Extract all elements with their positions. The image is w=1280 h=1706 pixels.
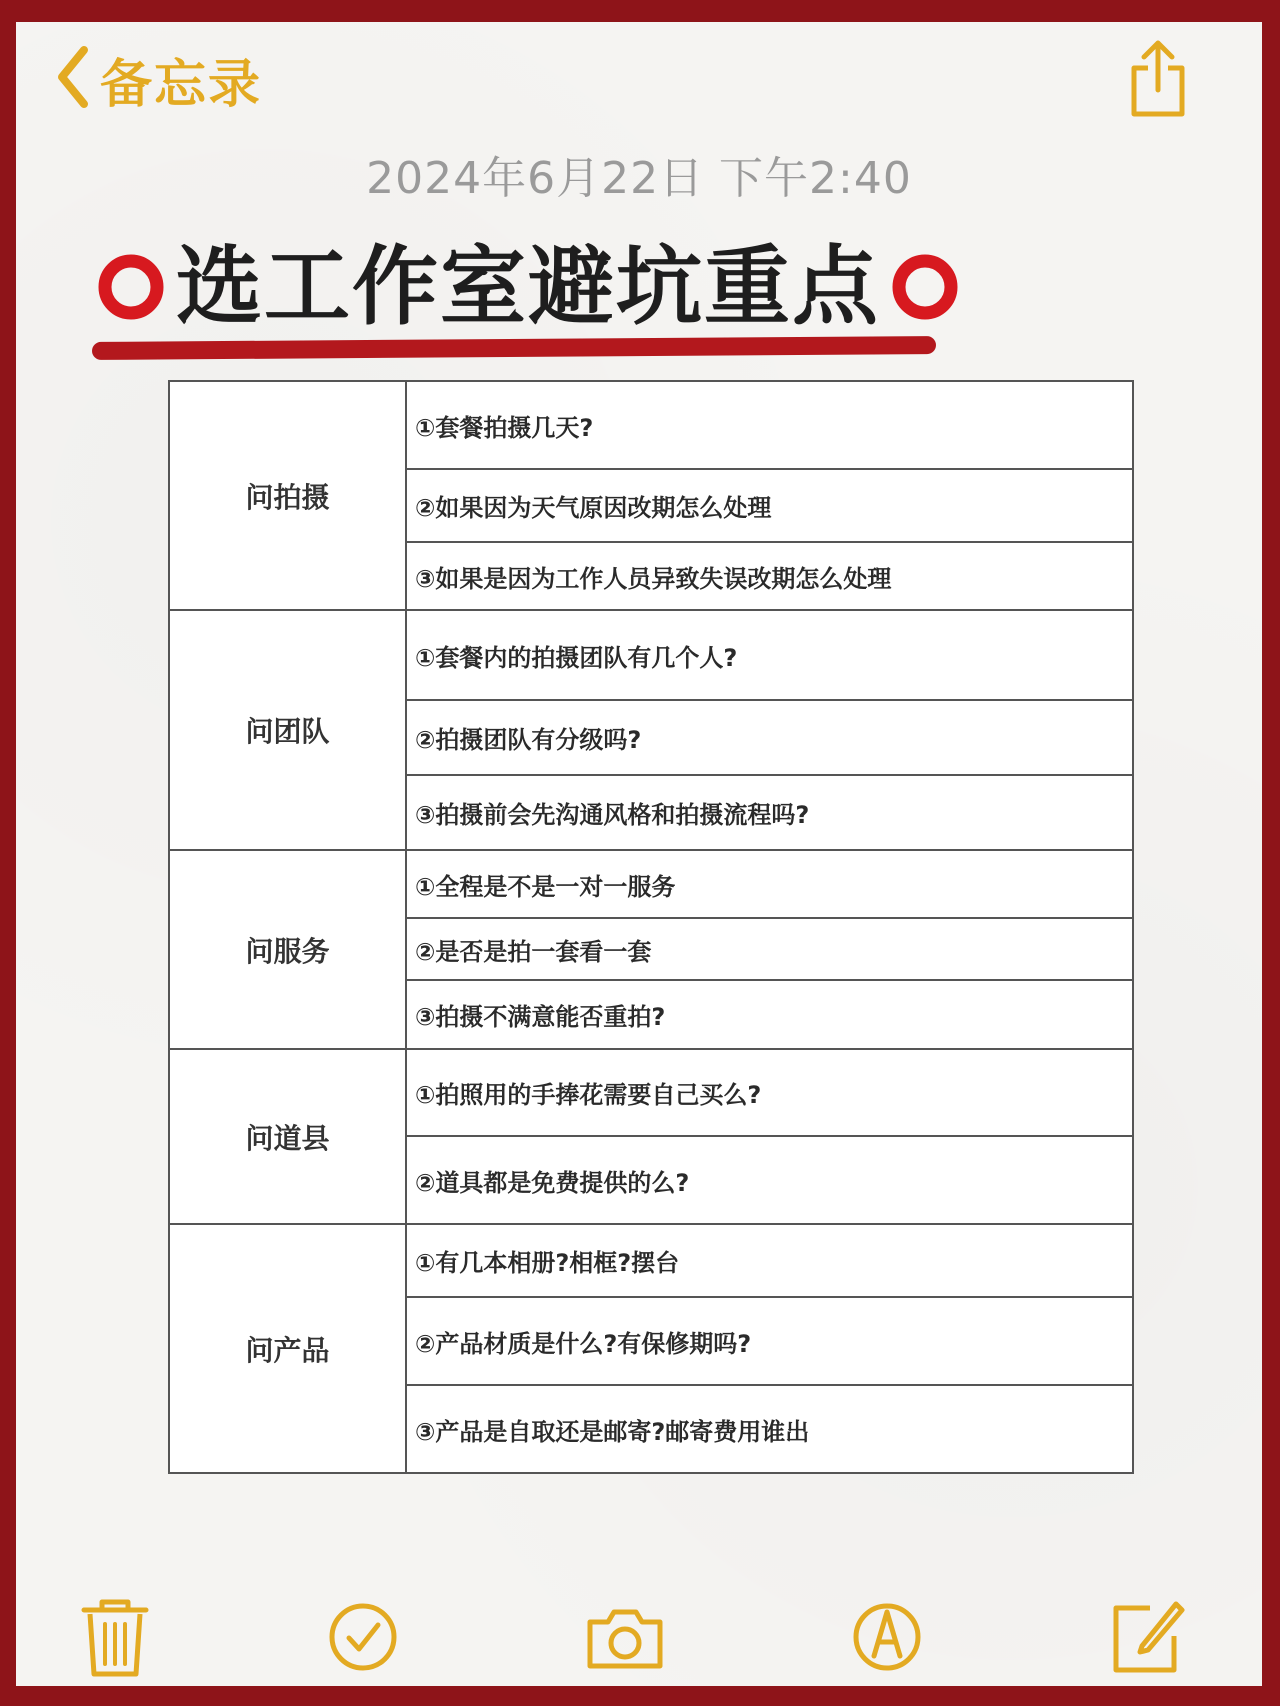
question-cell: ②如果因为天气原因改期怎么处理	[406, 469, 1133, 542]
question-cell: ③产品是自取还是邮寄?邮寄费用谁出	[406, 1385, 1133, 1473]
category-cell: 问服务	[169, 850, 406, 1049]
question-cell: ②产品材质是什么?有保修期吗?	[406, 1297, 1133, 1385]
checklist-button[interactable]	[318, 1592, 408, 1682]
camera-icon	[580, 1592, 670, 1682]
delete-button[interactable]	[70, 1592, 160, 1682]
checkmark-circle-icon	[318, 1592, 408, 1682]
compose-button[interactable]	[1102, 1592, 1192, 1682]
table-row	[169, 1224, 1133, 1297]
red-circle-icon	[890, 252, 960, 322]
table-row	[169, 610, 1133, 700]
question-cell: ①有几本相册?相框?摆台	[406, 1224, 1133, 1297]
markup-button[interactable]	[842, 1592, 932, 1682]
question-cell: ①全程是不是一对一服务	[406, 850, 1133, 918]
question-cell: ①套餐拍摄几天?	[406, 381, 1133, 469]
table-row	[169, 850, 1133, 918]
question-cell: ②道具都是免费提供的么?	[406, 1136, 1133, 1224]
note-title: 选工作室避坑重点	[176, 237, 880, 337]
category-cell: 问团队	[169, 610, 406, 850]
share-icon	[1126, 38, 1190, 120]
note-timestamp: 2024年6月22日 下午2:40	[366, 153, 912, 204]
category-cell: 问道县	[169, 1049, 406, 1224]
note-paper	[16, 22, 1262, 1686]
trash-icon	[70, 1592, 160, 1682]
back-button[interactable]	[52, 44, 262, 114]
back-label: 备忘录	[100, 54, 263, 115]
question-cell: ②是否是拍一套看一套	[406, 918, 1133, 980]
red-circle-icon	[96, 252, 166, 322]
compose-icon	[1102, 1592, 1192, 1682]
question-cell: ③拍摄不满意能否重拍?	[406, 980, 1133, 1049]
table-row	[169, 381, 1133, 469]
chevron-left-icon	[52, 44, 92, 114]
category-cell: 问产品	[169, 1224, 406, 1473]
question-cell: ③拍摄前会先沟通风格和拍摄流程吗?	[406, 775, 1133, 850]
share-button[interactable]	[1126, 38, 1190, 120]
camera-button[interactable]	[580, 1592, 670, 1682]
checklist-table	[168, 380, 1134, 1474]
question-cell: ①套餐内的拍摄团队有几个人?	[406, 610, 1133, 700]
pen-tip-circle-icon	[842, 1592, 932, 1682]
question-cell: ③如果是因为工作人员异致失误改期怎么处理	[406, 542, 1133, 610]
category-cell: 问拍摄	[169, 381, 406, 610]
note-title-row	[96, 232, 960, 342]
question-cell: ②拍摄团队有分级吗?	[406, 700, 1133, 775]
table-row	[169, 1049, 1133, 1136]
question-cell: ①拍照用的手捧花需要自己买么?	[406, 1049, 1133, 1136]
